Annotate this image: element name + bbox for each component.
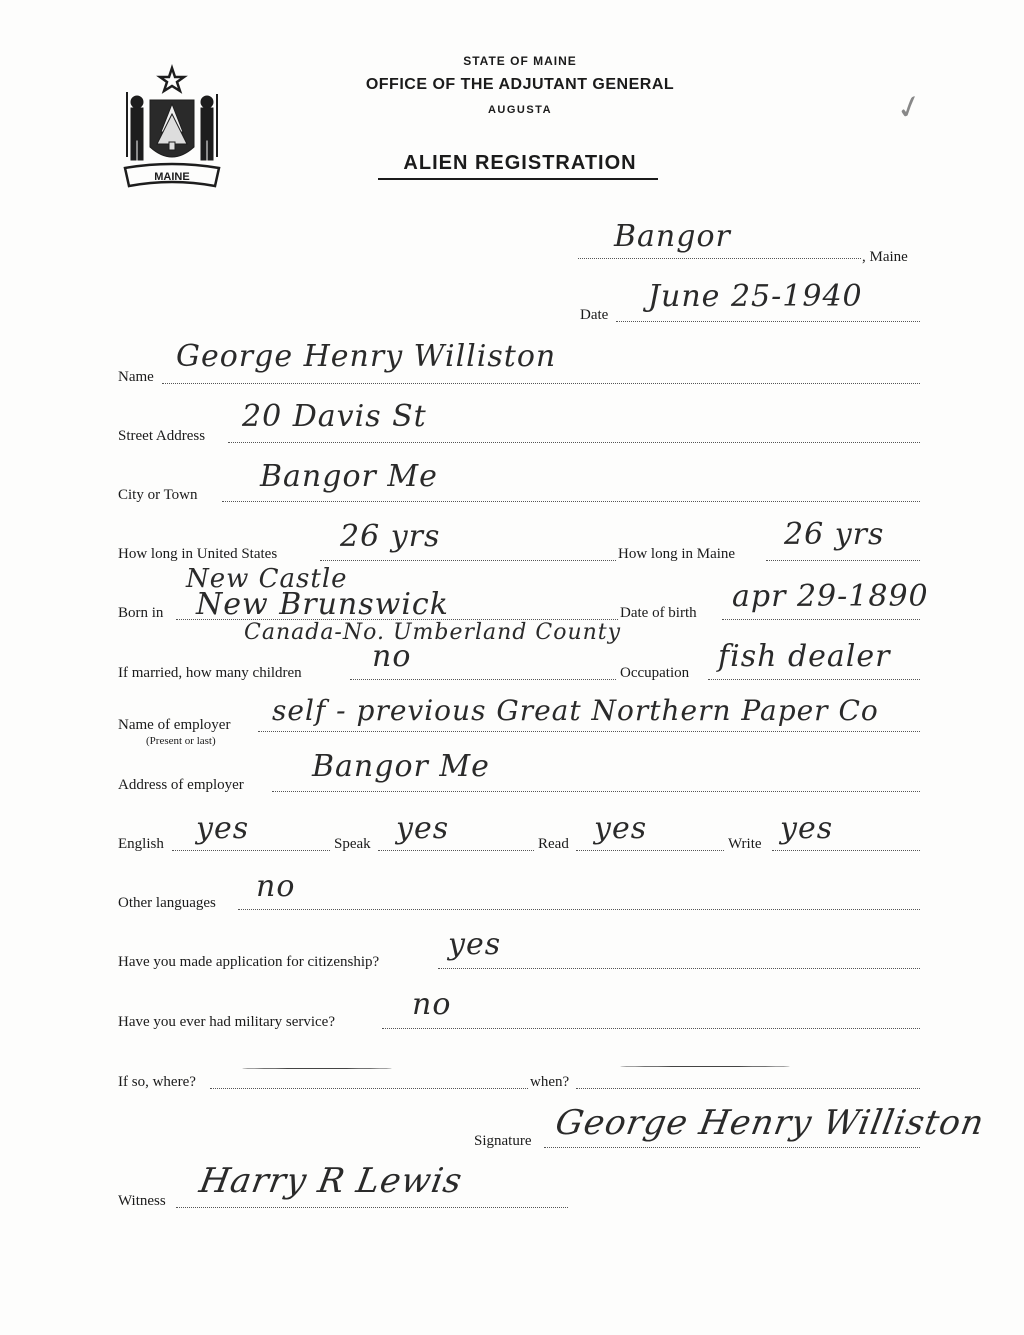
speak-label: Speak — [334, 836, 371, 852]
date-value: June 25-1940 — [648, 279, 863, 314]
employer-line — [258, 731, 920, 732]
military-line — [382, 1028, 920, 1029]
english-label: English — [118, 836, 164, 852]
form-title: ALIEN REGISTRATION — [403, 152, 637, 174]
city-heading: AUGUSTA — [487, 104, 553, 116]
read-label: Read — [538, 836, 569, 852]
other-languages-line — [238, 909, 920, 910]
write-line — [772, 850, 920, 851]
signature-value: George Henry Williston — [552, 1103, 988, 1143]
when-label: when? — [530, 1074, 570, 1090]
date-label: Date — [580, 307, 609, 323]
citizenship-value: yes — [448, 927, 502, 962]
place-suffix: , Maine — [862, 249, 908, 265]
check-mark-icon: ✓ — [891, 85, 928, 129]
born-in-value: New Brunswick — [196, 587, 449, 622]
years-us-line — [320, 560, 616, 561]
years-us-label: How long in United States — [118, 546, 278, 562]
employer-value: self - previous Great Northern Paper Co — [272, 694, 879, 727]
state-seal-icon — [117, 62, 227, 192]
name-label: Name — [118, 369, 154, 385]
read-line — [576, 850, 724, 851]
office-heading: OFFICE OF THE ADJUTANT GENERAL — [365, 76, 675, 93]
where-line — [210, 1088, 528, 1089]
occupation-value: fish dealer — [718, 639, 891, 674]
citizenship-line — [438, 968, 920, 969]
title-underline — [378, 178, 658, 180]
street-label: Street Address — [118, 428, 206, 444]
employer-address-value: Bangor Me — [312, 749, 490, 784]
born-in-above: New Castle — [186, 564, 348, 594]
name-value: George Henry Williston — [176, 339, 557, 374]
street-line — [228, 442, 920, 443]
citizenship-label: Have you made application for citizenship? — [118, 954, 380, 970]
read-value: yes — [594, 811, 648, 846]
city-value: Bangor Me — [260, 459, 438, 494]
date-line — [616, 321, 920, 322]
military-value: no — [412, 987, 452, 1022]
military-label: Have you ever had military service? — [118, 1014, 335, 1030]
english-line — [172, 850, 330, 851]
speak-line — [378, 850, 534, 851]
other-languages-value: no — [256, 869, 296, 904]
years-maine-value: 26 yrs — [784, 517, 885, 552]
when-line — [576, 1088, 920, 1089]
years-maine-label: How long in Maine — [618, 546, 736, 562]
employer-sublabel: (Present or last) — [146, 735, 216, 747]
dob-value: apr 29-1890 — [732, 579, 929, 614]
years-maine-line — [766, 560, 920, 561]
name-line — [162, 383, 920, 384]
witness-line — [176, 1207, 568, 1208]
born-in-below: Canada-No. Umberland County — [244, 620, 622, 645]
signature-line — [544, 1147, 920, 1148]
years-us-value: 26 yrs — [340, 519, 441, 554]
write-label: Write — [728, 836, 762, 852]
city-label: City or Town — [118, 487, 198, 503]
employer-address-label: Address of employer — [118, 777, 244, 793]
children-label: If married, how many children — [118, 665, 302, 681]
dob-line — [722, 619, 920, 620]
place-line — [578, 258, 861, 259]
other-languages-label: Other languages — [118, 895, 216, 911]
english-value: yes — [196, 811, 250, 846]
seal-banner-text: MAINE — [154, 171, 190, 183]
employer-address-line — [272, 791, 920, 792]
signature-label: Signature — [474, 1133, 532, 1149]
place-value: Bangor — [614, 219, 731, 254]
when-dash — [620, 1066, 790, 1067]
state-heading: STATE OF MAINE — [463, 54, 577, 68]
speak-value: yes — [396, 811, 450, 846]
where-dash — [242, 1068, 392, 1069]
employer-label: Name of employer — [118, 717, 231, 733]
witness-value: Harry R Lewis — [196, 1161, 466, 1201]
dob-label: Date of birth — [620, 605, 697, 621]
write-value: yes — [780, 811, 834, 846]
city-line — [222, 501, 920, 502]
witness-label: Witness — [118, 1193, 166, 1209]
occupation-line — [708, 679, 920, 680]
born-in-label: Born in — [118, 605, 164, 621]
street-value: 20 Davis St — [242, 399, 427, 434]
children-value: no — [372, 639, 412, 674]
where-label: If so, where? — [118, 1074, 196, 1090]
children-line — [350, 679, 616, 680]
occupation-label: Occupation — [620, 665, 690, 681]
